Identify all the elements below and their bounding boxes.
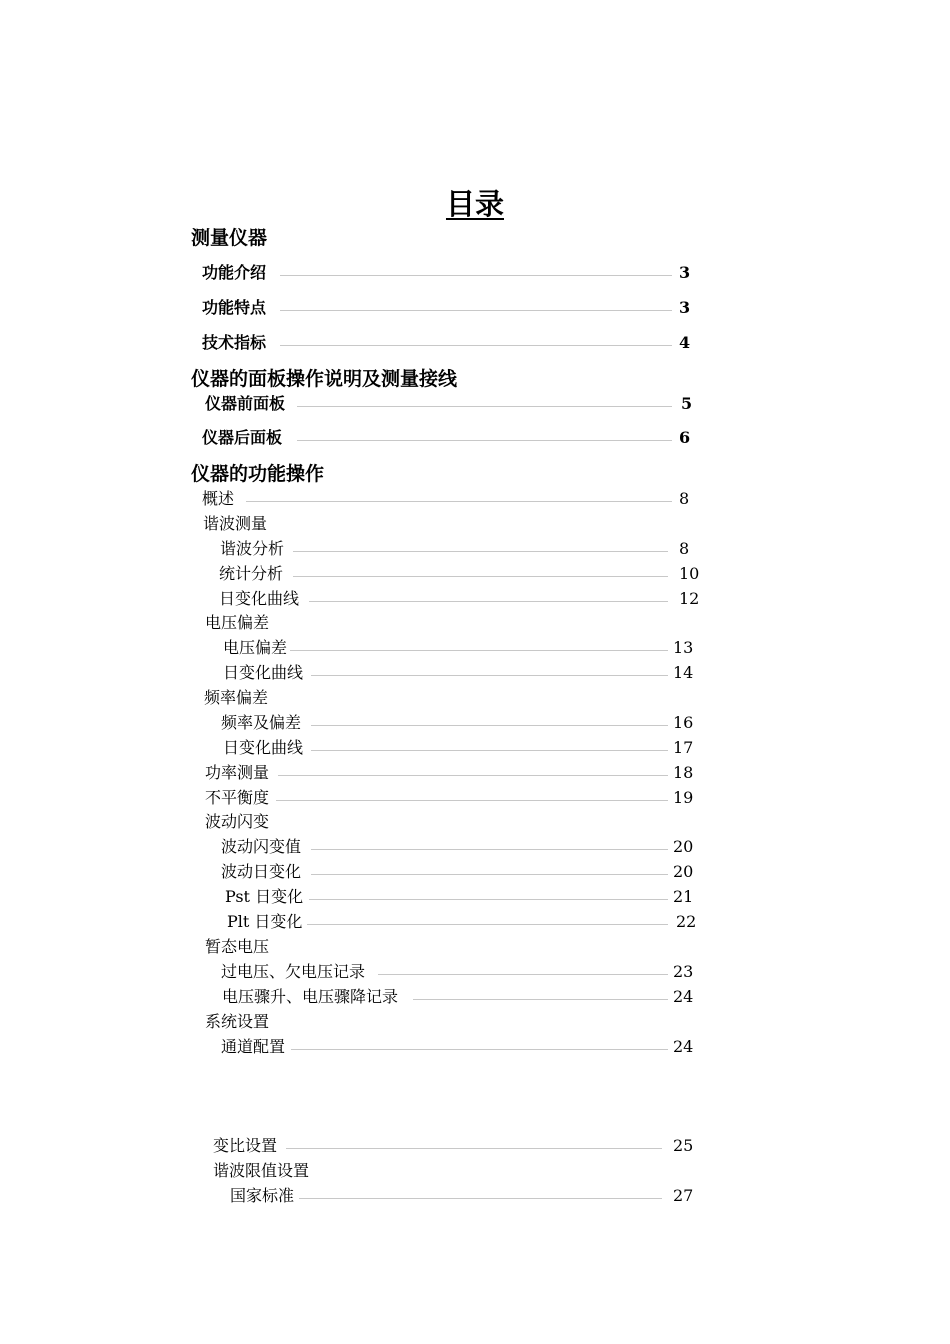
toc-entry[interactable] — [0, 588, 950, 610]
toc-entry-label: 日变化曲线 — [219, 589, 300, 608]
toc-entry-label: 波动闪变值 — [221, 837, 302, 856]
toc-leader-line — [309, 601, 668, 602]
toc-page-number: 22 — [676, 912, 697, 931]
toc-entry-label: 通道配置 — [221, 1037, 286, 1056]
toc-entry[interactable] — [0, 886, 950, 908]
toc-page-number: 8 — [679, 539, 690, 558]
toc-page-number: 24 — [673, 987, 694, 1006]
toc-page-number: 14 — [673, 663, 694, 682]
toc-leader-line — [293, 551, 668, 552]
toc-leader-line — [311, 675, 668, 676]
toc-page-number: 16 — [673, 713, 694, 732]
toc-title: 目录 — [445, 187, 504, 221]
toc-leader-line — [311, 874, 668, 875]
toc-entry[interactable] — [0, 488, 950, 510]
toc-leader-line — [290, 650, 668, 651]
toc-entry[interactable] — [0, 1036, 950, 1058]
toc-entry[interactable] — [0, 737, 950, 759]
toc-entry-label: 波动日变化 — [221, 862, 302, 881]
toc-entry-label: 谐波分析 — [220, 539, 285, 558]
toc-leader-line — [299, 1198, 662, 1199]
toc-page-number: 19 — [673, 788, 694, 807]
toc-entry-label: Plt 日变化 — [227, 912, 303, 931]
toc-page-number: 20 — [673, 862, 694, 881]
toc-subsection-heading — [0, 811, 950, 833]
toc-entry-label: 日变化曲线 — [223, 663, 304, 682]
toc-leader-line — [309, 899, 668, 900]
toc-leader-line — [297, 406, 672, 407]
toc-entry-label: 技术指标 — [202, 333, 267, 352]
toc-page-number: 23 — [673, 962, 694, 981]
toc-entry-label: 过电压、欠电压记录 — [221, 962, 366, 981]
toc-page-number: 3 — [679, 298, 691, 317]
toc-entry[interactable] — [0, 762, 950, 784]
toc-subsection-heading — [0, 612, 950, 634]
toc-entry[interactable] — [0, 911, 950, 933]
toc-leader-line — [278, 775, 668, 776]
toc-entry[interactable] — [0, 961, 950, 983]
toc-subsection-heading — [0, 936, 950, 958]
toc-leader-line — [246, 501, 672, 502]
toc-entry-label: 功能特点 — [202, 298, 267, 317]
toc-entry[interactable] — [0, 1185, 950, 1207]
toc-entry-label: 电压偏差 — [223, 638, 288, 657]
toc-entry[interactable] — [0, 662, 950, 684]
toc-entry[interactable] — [0, 538, 950, 560]
toc-entry-label: 谐波测量 — [203, 514, 268, 533]
toc-entry-label: 国家标准 — [230, 1186, 295, 1205]
toc-leader-line — [311, 725, 668, 726]
toc-page-number: 24 — [673, 1037, 694, 1056]
toc-entry-label: 电压偏差 — [205, 613, 270, 632]
toc-page-number: 4 — [679, 333, 691, 352]
toc-subsection-heading — [0, 1011, 950, 1033]
toc-page-number: 20 — [673, 837, 694, 856]
toc-entry[interactable] — [0, 332, 950, 354]
toc-entry[interactable] — [0, 712, 950, 734]
toc-entry-label: 功能介绍 — [202, 263, 267, 282]
toc-entry[interactable] — [0, 563, 950, 585]
toc-entry-label: 频率及偏差 — [221, 713, 302, 732]
toc-entry[interactable] — [0, 297, 950, 319]
toc-entry[interactable] — [0, 262, 950, 284]
toc-page-number: 8 — [679, 489, 690, 508]
toc-entry-label: 电压骤升、电压骤降记录 — [222, 987, 399, 1006]
toc-page-number: 21 — [673, 887, 694, 906]
toc-entry-label: 变比设置 — [213, 1136, 278, 1155]
toc-section-heading: 仪器的功能操作 — [191, 463, 325, 485]
toc-leader-line — [280, 310, 672, 311]
toc-entry[interactable] — [0, 787, 950, 809]
toc-leader-line — [291, 1049, 668, 1050]
toc-entry-label: 频率偏差 — [204, 688, 269, 707]
toc-page-number: 12 — [679, 589, 700, 608]
toc-page-number: 6 — [679, 428, 691, 447]
toc-entry[interactable] — [0, 836, 950, 858]
toc-entry[interactable] — [0, 393, 950, 415]
toc-leader-line — [286, 1148, 662, 1149]
toc-page-number: 17 — [673, 738, 694, 757]
toc-entry[interactable] — [0, 637, 950, 659]
toc-entry[interactable] — [0, 986, 950, 1008]
toc-entry-label: Pst 日变化 — [225, 887, 304, 906]
toc-leader-line — [311, 750, 668, 751]
toc-entry-label: 仪器前面板 — [205, 394, 286, 413]
toc-entry[interactable] — [0, 861, 950, 883]
toc-page-number: 5 — [681, 394, 693, 413]
toc-subsection-heading — [0, 1160, 950, 1182]
toc-entry-label: 波动闪变 — [205, 812, 270, 831]
toc-entry-label: 仪器后面板 — [202, 428, 283, 447]
toc-leader-line — [413, 999, 668, 1000]
toc-entry-label: 系统设置 — [205, 1012, 270, 1031]
toc-leader-line — [293, 576, 668, 577]
toc-leader-line — [307, 924, 668, 925]
toc-page-number: 3 — [679, 263, 691, 282]
toc-page-number: 18 — [673, 763, 694, 782]
toc-subsection-heading — [0, 513, 950, 535]
toc-leader-line — [280, 275, 672, 276]
toc-page-number: 27 — [673, 1186, 694, 1205]
toc-section-heading: 仪器的面板操作说明及测量接线 — [191, 368, 458, 390]
toc-leader-line — [378, 974, 668, 975]
toc-entry[interactable] — [0, 1135, 950, 1157]
toc-entry-label: 暂态电压 — [205, 937, 270, 956]
toc-entry-label: 不平衡度 — [205, 788, 270, 807]
toc-entry-label: 概述 — [202, 489, 235, 508]
toc-page-number: 13 — [673, 638, 694, 657]
toc-leader-line — [297, 440, 672, 441]
toc-entry[interactable] — [0, 427, 950, 449]
toc-entry-label: 日变化曲线 — [223, 738, 304, 757]
toc-page-number: 25 — [673, 1136, 694, 1155]
toc-section-heading: 测量仪器 — [191, 227, 268, 249]
toc-entry-label: 谐波限值设置 — [213, 1161, 310, 1180]
toc-leader-line — [276, 800, 668, 801]
toc-entry-label: 统计分析 — [219, 564, 284, 583]
toc-subsection-heading — [0, 687, 950, 709]
toc-page-number: 10 — [679, 564, 700, 583]
toc-entry-label: 功率测量 — [205, 763, 270, 782]
toc-leader-line — [311, 849, 668, 850]
toc-leader-line — [280, 345, 672, 346]
